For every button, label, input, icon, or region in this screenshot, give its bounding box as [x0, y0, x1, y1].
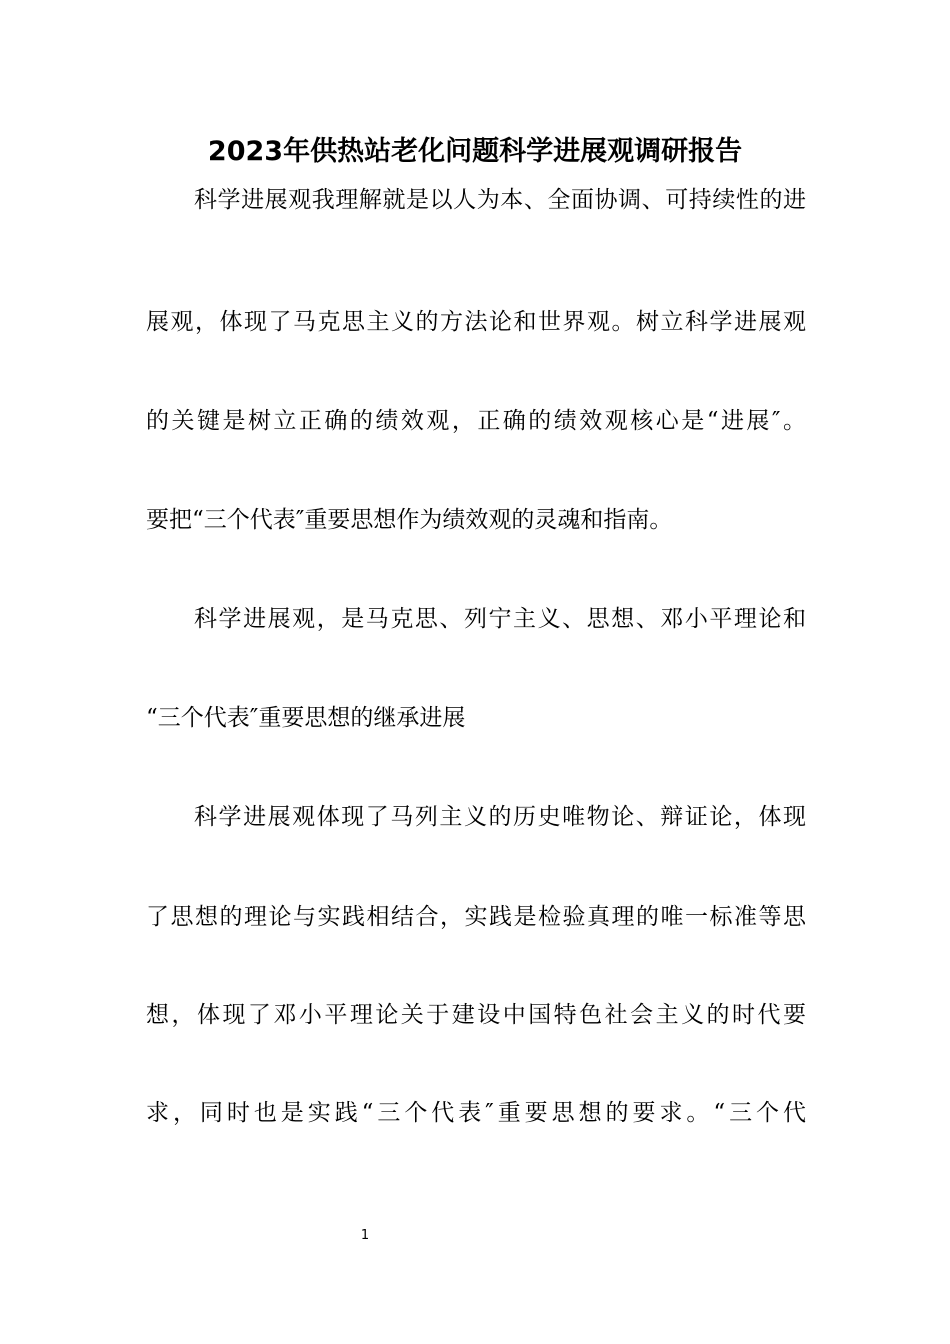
- paragraph-line: 展观，体现了马克思主义的方法论和世界观。树立科学进展观: [146, 309, 806, 335]
- paragraph-line: 的关键是树立正确的绩效观，正确的绩效观核心是“进展″。: [146, 408, 806, 434]
- paragraph-line: 科学进展观体现了马列主义的历史唯物论、辩证论，体现: [194, 804, 806, 830]
- page-number: 1: [360, 1228, 370, 1243]
- paragraph-line: 了思想的理论与实践相结合，实践是检验真理的唯一标准等思: [146, 904, 806, 930]
- paragraph-line: 要把“三个代表″重要思想作为绩效观的灵魂和指南。: [146, 507, 673, 533]
- paragraph-line: “三个代表″重要思想的继承进展: [146, 705, 466, 731]
- document-title: 2023年供热站老化问题科学进展观调研报告: [207, 136, 743, 167]
- paragraph-line: 科学进展观，是马克思、列宁主义、思想、邓小平理论和: [194, 606, 806, 632]
- paragraph-line: 想，体现了邓小平理论关于建设中国特色社会主义的时代要: [146, 1002, 806, 1028]
- paragraph-line: 求，同时也是实践“三个代表″重要思想的要求。“三个代: [146, 1100, 806, 1126]
- paragraph-line: 科学进展观我理解就是以人为本、全面协调、可持续性的进: [194, 187, 806, 213]
